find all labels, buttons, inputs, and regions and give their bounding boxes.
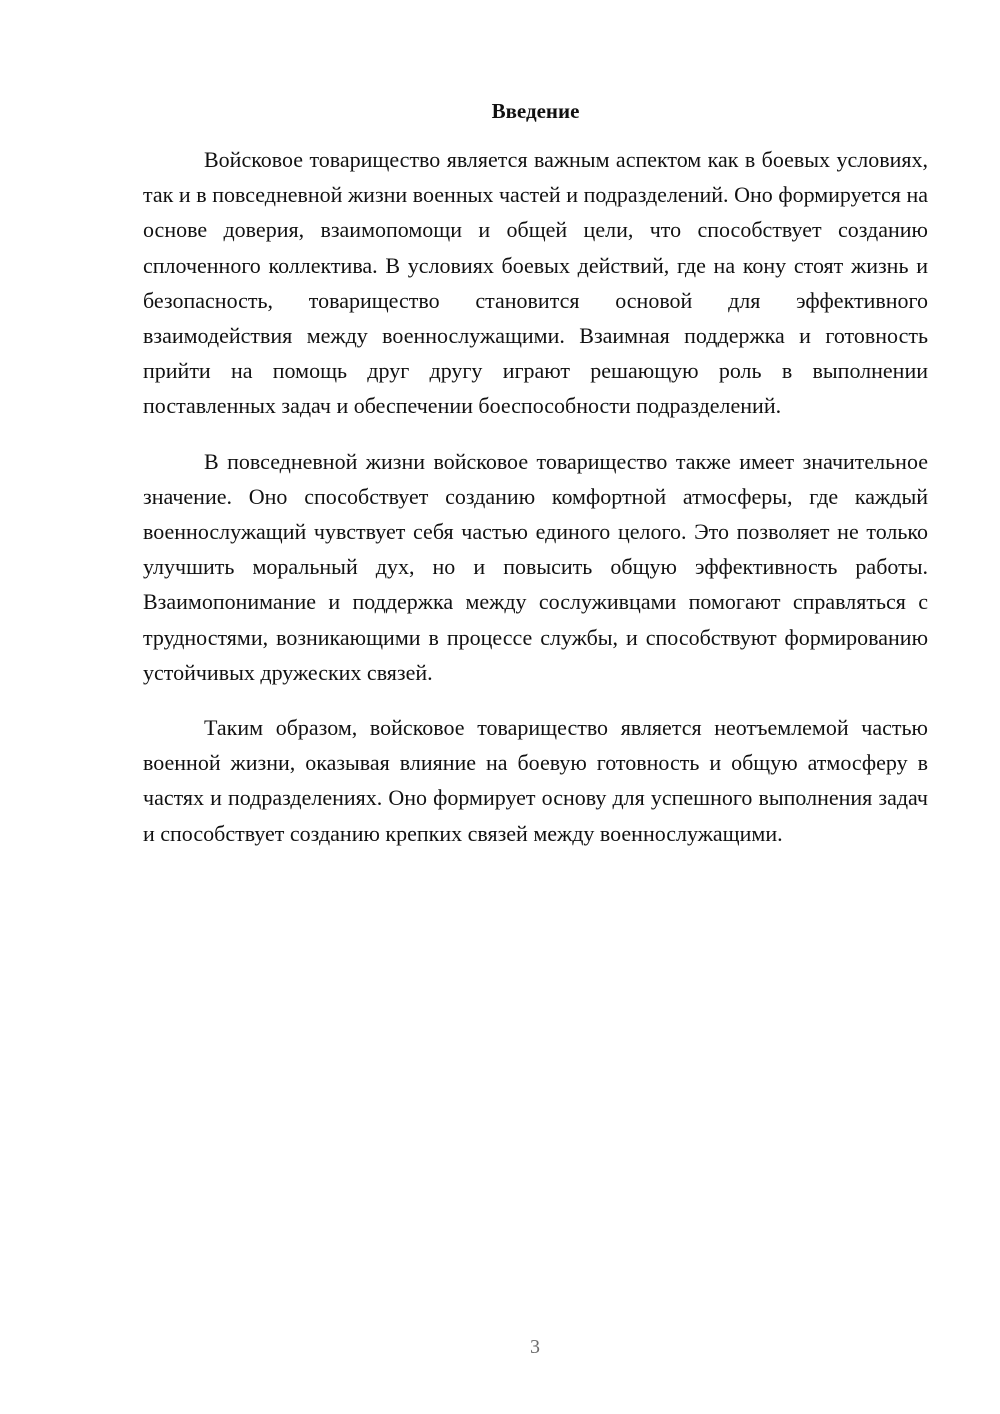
paragraph-2: В повседневной жизни войсковое товарищество также имеет значительное значение. Оно способствует созданию комфортной атмосферы, где каждый военнослужащий чувствует себя частью единого целого. Это позволяет не только улучшить моральный дух, но и повысить общую эффективность работы. Взаимопонимание и поддержка между сослуживцами помогают справляться с трудностями, возникающими в процессе службы, и способствуют формированию устойчивых дружеских связей. xyxy=(143,448,928,685)
document-body xyxy=(143,142,928,871)
paragraph-1: Войсковое товарищество является важным аспектом как в боевых условиях, так и в повседневной жизни военных частей и подразделений. Оно формируется на основе доверия, взаимопомощи и общей цели, что способствует созданию сплоченного коллектива. В условиях боевых действий, где на кону стоят жизнь и безопасность, товарищество становится основой для эффективного взаимодействия между военнослужащими. Взаимная поддержка и готовность прийти на помощь друг другу играют решающую роль в выполнении поставленных задач и обеспечении боеспособности подразделений. xyxy=(143,147,928,419)
page-title: Введение xyxy=(491,99,580,123)
page-number: 3 xyxy=(530,1336,540,1358)
paragraph-3: Таким образом, войсковое товарищество является неотъемлемой частью военной жизни, оказывая влияние на боевую готовность и общую атмосферу в частях и подразделениях. Оно формирует основу для успешного выполнения задач и способствует созданию крепких связей между военнослужащими. xyxy=(143,715,928,846)
